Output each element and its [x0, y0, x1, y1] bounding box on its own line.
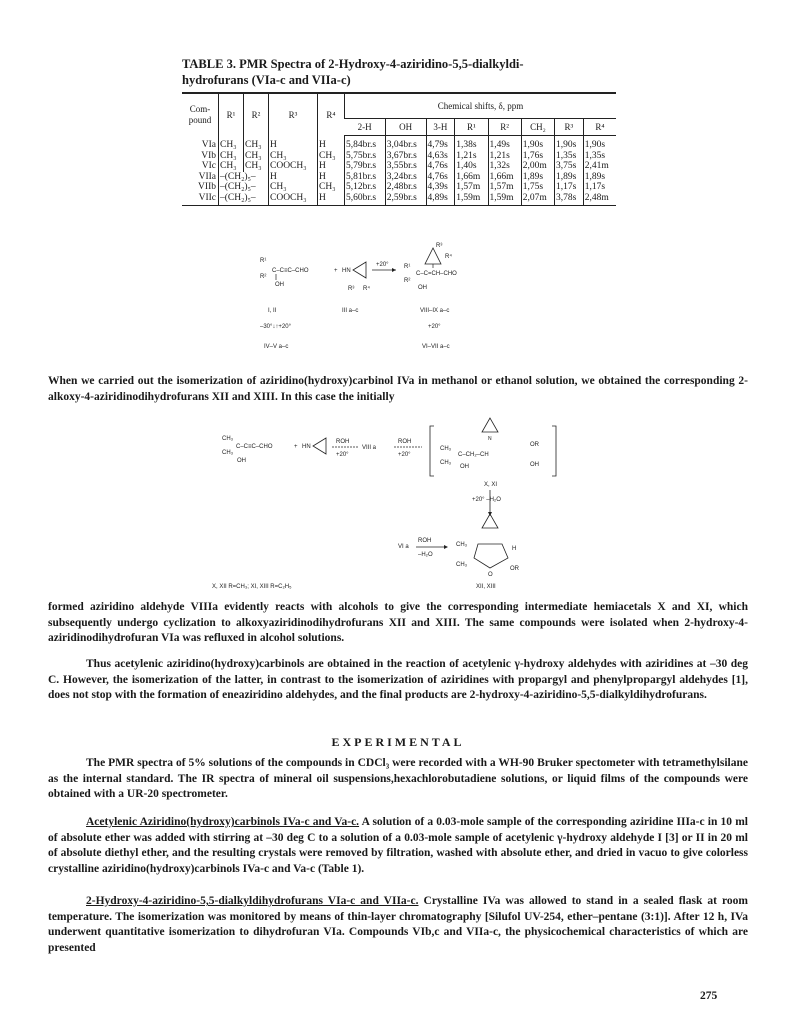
table-cell: CH₃ — [219, 161, 244, 172]
s1-oh: OH — [275, 282, 284, 288]
s1-hn: HN — [342, 268, 351, 274]
table-cell: 2,00m — [521, 161, 554, 172]
s1-r4: R⁴ — [363, 286, 370, 292]
s1-r3: R³ — [348, 286, 355, 292]
paragraph-6-body: Crystalline IVa was allowed to stand in a sealed flask at room temperature. The isomerization was monitored by means of thin-layer chromatography [Silufol UV-254, ether–pentane (3:1)]. After 12 h, IVa underwent quantitative isomerization to dihydrofuran VIa. Compounds VIb,c and VIIa-c, the physicochemical characteristics of which are presented — [48, 895, 748, 954]
paragraph-6-title: 2-Hydroxy-4-aziridino-5,5-dialkyldihydrofurans VIa-c and VIIa-c. — [86, 895, 419, 907]
s1-r1: R¹ — [260, 258, 267, 264]
table-cell: –(CH₂)₅– — [219, 182, 269, 193]
sub-header: R³ — [555, 119, 584, 136]
table-cell: CH₃ — [269, 182, 318, 193]
table-cell: 2,48m — [583, 193, 616, 206]
paragraph-4: The PMR spectra of 5% solutions of the compounds in CDCl₃ were recorded with a WH-90 Bruker spectometer with tetramethylsilane as the internal standard. The IR spectra of mineral oil suspensions,hexachlorobutadiene solutions, or liquid films of the compounds were obtained with a UR-20 spectrometer. — [48, 757, 748, 800]
table-cell: 1,17s — [555, 182, 584, 193]
shift-header: Chemical shifts, δ, ppm — [345, 93, 617, 119]
table-cell: CH₃ — [318, 182, 345, 193]
table-cell: 5,12br.s — [345, 182, 386, 193]
s2-minus-h2o: +20° –H₂O — [472, 497, 501, 503]
table-row — [182, 193, 616, 206]
table-cell: VIb — [201, 150, 216, 161]
s2-ch3-e: CH₃ — [456, 542, 468, 548]
s1-r4b: R⁴ — [445, 254, 452, 260]
table-cell: 1,59m — [455, 193, 488, 206]
col-compound: Com-pound — [182, 93, 219, 136]
table-cell: 1,75s — [521, 182, 554, 193]
table-cell: 5,60br.s — [345, 193, 386, 206]
s2-carbinol: C–C≡C–CHO — [236, 444, 273, 450]
page-number: 275 — [700, 990, 718, 1002]
table-cell: H — [269, 136, 318, 151]
s1-plus: + — [334, 268, 338, 274]
experimental-heading: EXPERIMENTAL — [331, 735, 465, 749]
s1-oh2: OH — [418, 285, 427, 291]
table-cell: VIIa — [198, 171, 216, 182]
table-caption-line1: TABLE 3. PMR Spectra of 2-Hydroxy-4-aziridino-5,5-dialkyldi- — [182, 57, 524, 71]
col-r1: R¹ — [219, 93, 244, 136]
table-cell: 1,38s — [455, 136, 488, 151]
paragraph-3: Thus acetylenic aziridino(hydroxy)carbinols are obtained in the reaction of acetylenic γ-hydroxy aldehydes with aziridines at –30 deg C. However, the isomerization of the latter, in contrast to the isomerization of aziridines with propargyl and phenylpropargyl aldehydes [1], does not stop with the formation of eneaziridino aldehydes, and the final products are 2-hydroxy-4-aziridino-5,5-dialkyldihydrofurans. — [48, 658, 748, 701]
s1-r2b: R² — [404, 278, 411, 284]
table-cell: 2,48br.s — [385, 182, 426, 193]
table-row — [182, 136, 616, 151]
sub-header: R¹ — [455, 119, 488, 136]
table-cell: 1,90s — [555, 136, 584, 151]
svg-text:N: N — [488, 436, 492, 442]
s2-oh-2: OH — [460, 464, 469, 470]
s2-or: OR — [510, 566, 519, 572]
table-cell: –(CH₂)₅– — [219, 193, 269, 206]
table-cell: 3,67br.s — [385, 151, 426, 162]
s2-roh3: ROH — [418, 538, 432, 544]
s1-label-i-ii: I, II — [268, 308, 277, 314]
s2-h: H — [512, 546, 517, 552]
table-cell: VIa — [201, 139, 216, 150]
reaction-scheme-2 — [212, 410, 572, 592]
s2-ch3-c: CH₃ — [440, 446, 452, 452]
s1-label-viii-ix: VIII–IX a–c — [420, 308, 450, 314]
table-row — [182, 172, 616, 183]
s1-r3b: R³ — [436, 243, 443, 249]
s1-r1b: R¹ — [404, 264, 411, 270]
table-cell: 4,79s — [426, 136, 455, 151]
table-cell: 1,35s — [583, 151, 616, 162]
table-cell: H — [269, 172, 318, 183]
s1-label-vi-vii: VI–VII a–c — [422, 344, 450, 350]
s2-temp: +20° — [336, 452, 349, 458]
table-cell: VIc — [201, 161, 216, 171]
table-cell: CH₃ — [219, 136, 244, 151]
table-caption-line2: hydrofurans (VIa-c and VIIa-c) — [182, 73, 351, 87]
table-cell: H — [318, 136, 345, 151]
table-cell: CH₃ — [244, 151, 269, 162]
table-cell: COOCH₃ — [269, 161, 318, 172]
s2-hn: HN — [302, 444, 311, 450]
s2-oh-group: OH — [530, 462, 539, 468]
table-cell: 1,57m — [455, 182, 488, 193]
col-r3: R³ — [269, 93, 318, 136]
table-cell: 1,90s — [583, 136, 616, 151]
paragraph-5 — [48, 815, 748, 877]
s1-carbinol: C–C≡C–CHO — [272, 268, 309, 274]
sub-header: CH₂ — [521, 119, 554, 136]
table-cell: H — [318, 161, 345, 172]
paragraph-2: formed aziridino aldehyde VIIIa evidently reacts with alcohols to give the corresponding intermediate hemiacetals X and XI, which subsequently undergo cyclization to alkoxyaziridinodihydrofurans XII and XIII. The same compounds were isolated when 2-hydroxy-4-aziridinodihydrofuran VIa was refluxed in alcohol solutions. — [48, 601, 748, 644]
s2-or-group: OR — [530, 442, 539, 448]
table-cell: CH₃ — [244, 161, 269, 172]
paragraph-6 — [48, 894, 748, 956]
table-cell: 1,89s — [583, 172, 616, 183]
s2-temp-2: +20° — [398, 452, 411, 458]
s1-label-iv-v: IV–V a–c — [264, 344, 289, 350]
table-caption — [182, 56, 612, 88]
table-cell: 4,76s — [426, 161, 455, 172]
table-cell: H — [318, 193, 345, 206]
table-cell: CH₃ — [219, 151, 244, 162]
table-cell: 3,24br.s — [385, 172, 426, 183]
table-cell: CH₃ — [269, 151, 318, 162]
table-cell: 1,21s — [455, 151, 488, 162]
sub-header: R⁴ — [583, 119, 616, 136]
s2-bracket-ch: C–CH₂–CH — [458, 452, 489, 458]
s2-plus: + — [294, 444, 298, 450]
table-cell: 3,75s — [555, 161, 584, 172]
table-cell: 1,21s — [488, 151, 521, 162]
s1-arrow-right: +20° — [428, 324, 441, 330]
table-cell: 5,79br.s — [345, 161, 386, 172]
sub-header: 2-H — [345, 119, 386, 136]
table-cell: 1,66m — [455, 172, 488, 183]
s2-ch3-d: CH₃ — [440, 460, 452, 466]
table-cell: 3,55br.s — [385, 161, 426, 172]
s2-roh: ROH — [336, 439, 350, 445]
table-cell: 4,63s — [426, 151, 455, 162]
paragraph-5-body: A solution of a 0.03-mole sample of the corresponding aziridine IIIa-c in 10 ml of absolute ether was added with stirring at –30 deg C to a solution of a 0.03-mole sample of acetylenic γ-hydroxy aldehyde I [3] or II in 20 ml of absolute diethyl ether, and the resulting crystals were removed by filtration, washed with absolute ether, and dried in vacuo to give colorless crystalline aziridino(hydroxy)carbinols IVa-c and Va-c (Table 1). — [48, 816, 748, 875]
table-cell: 4,89s — [426, 193, 455, 206]
table-cell: 4,39s — [426, 182, 455, 193]
sub-header: OH — [385, 119, 426, 136]
s1-arrows-left: –30°↓↑+20° — [260, 324, 291, 330]
s2-o: O — [488, 572, 493, 578]
table-cell: COOCH₃ — [269, 193, 318, 206]
table-cell: 1,90s — [521, 136, 554, 151]
table-cell: 3,04br.s — [385, 136, 426, 151]
s2-label-xii: XII, XIII — [476, 584, 496, 590]
s2-label-left: X, XII R=CH₃; XI, XIII R=C₂H₅ — [212, 584, 292, 590]
s2-label-x-xi: X, XI — [484, 482, 498, 488]
table-cell: 1,89s — [521, 172, 554, 183]
sub-header: R² — [488, 119, 521, 136]
table-cell: –(CH₂)₅– — [219, 172, 269, 183]
pmr-table — [182, 92, 616, 206]
s2-ch3-f: CH₃ — [456, 562, 468, 568]
reaction-scheme-1 — [250, 240, 550, 360]
table-cell: 1,89s — [555, 172, 584, 183]
table-cell: 1,49s — [488, 136, 521, 151]
s1-product: C–C=CH–CHO — [416, 271, 457, 277]
table-cell: 1,66m — [488, 172, 521, 183]
col-r4: R⁴ — [318, 93, 345, 136]
s1-temp: +20° — [376, 262, 389, 268]
table-cell: 1,35s — [555, 151, 584, 162]
table-cell: 2,59br.s — [385, 193, 426, 206]
table-cell: 1,40s — [455, 161, 488, 172]
table-cell: H — [318, 172, 345, 183]
s2-ch3-b: CH₃ — [222, 450, 234, 456]
table-cell: VIIc — [182, 193, 219, 206]
table-cell: 1,32s — [488, 161, 521, 172]
table-cell: 4,76s — [426, 172, 455, 183]
table-cell: 5,84br.s — [345, 136, 386, 151]
table-cell: 3,78s — [555, 193, 584, 206]
table-cell: 1,59m — [488, 193, 521, 206]
s2-oh: OH — [237, 458, 246, 464]
table-cell: CH₃ — [318, 151, 345, 162]
table-cell: 1,17s — [583, 182, 616, 193]
table-cell: 5,81br.s — [345, 172, 386, 183]
s2-via: VI a — [398, 544, 409, 550]
table-cell: 5,75br.s — [345, 151, 386, 162]
table-cell: VIIb — [198, 182, 216, 192]
s2-viii-a: VIII a — [362, 445, 377, 451]
table-cell: 2,07m — [521, 193, 554, 206]
table-cell: CH₃ — [244, 136, 269, 151]
s2-roh-2: ROH — [398, 439, 412, 445]
table-cell: 1,57m — [488, 182, 521, 193]
s2-minus-h2o-2: –H₂O — [418, 552, 433, 558]
table-cell: 1,76s — [521, 151, 554, 162]
paragraph-5-title: Acetylenic Aziridino(hydroxy)carbinols IVa-c and Va-c. — [86, 816, 360, 828]
sub-header: 3-H — [426, 119, 455, 136]
col-r2: R² — [244, 93, 269, 136]
table-row — [182, 161, 616, 172]
paragraph-1: When we carried out the isomerization of aziridino(hydroxy)carbinol IVa in methanol or ethanol solution, we obtained the corresponding 2-alkoxy-4-aziridinodihydrofurans XII and XIII. In this case the initially — [48, 375, 748, 403]
s1-label-iii: III a–c — [342, 308, 359, 314]
s2-ch3-a: CH₃ — [222, 436, 234, 442]
s1-r2: R² — [260, 274, 267, 280]
table-cell: 2,41m — [583, 161, 616, 172]
table-row — [182, 151, 616, 162]
table-row — [182, 182, 616, 193]
